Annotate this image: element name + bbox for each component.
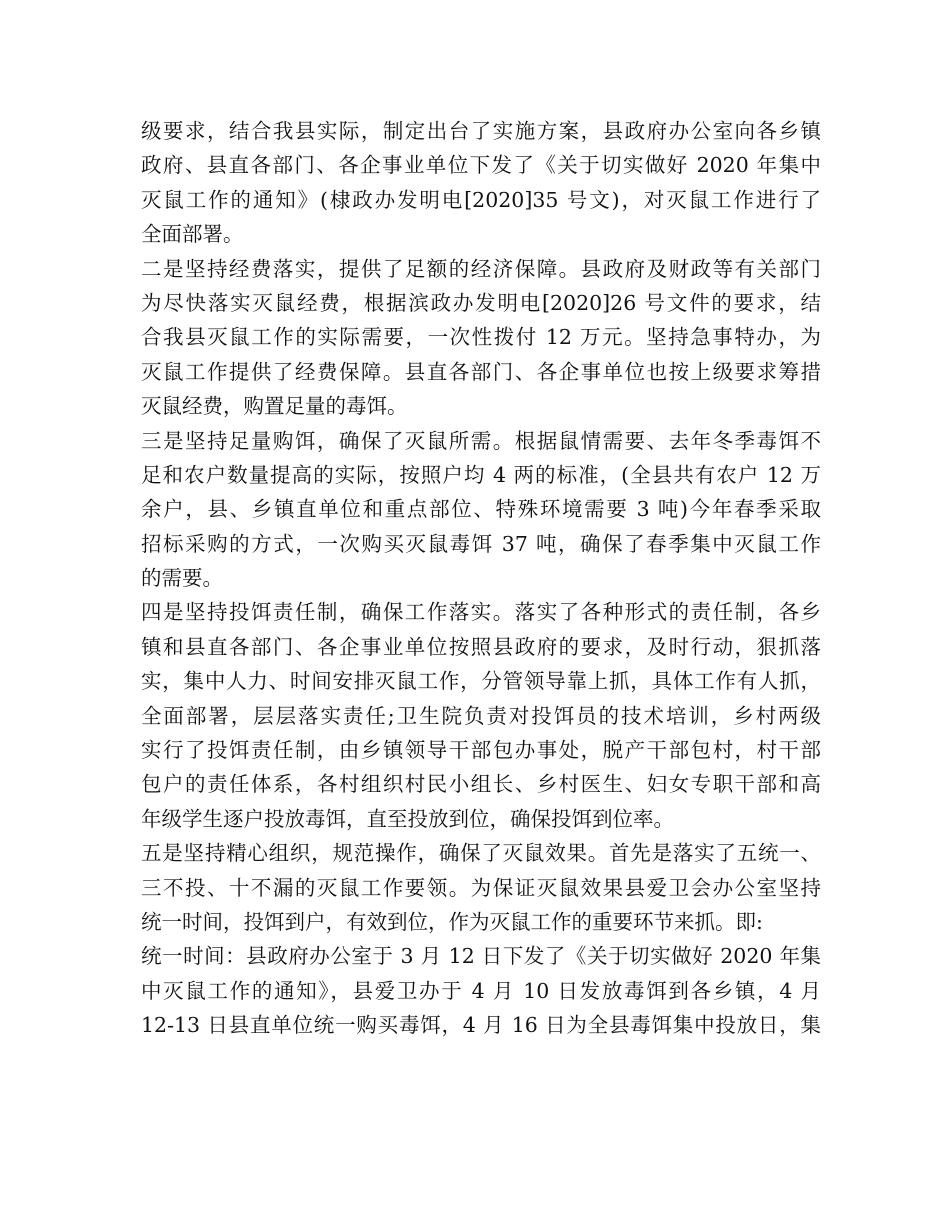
text-line: 三不投、十不漏的灭鼠工作要领。为保证灭鼠效果县爱卫会办公室坚持 [141,875,821,900]
text-line: 统一时间：县政府办公室于 3 月 12 日下发了《关于切实做好 2020 年集 [141,944,821,969]
text-line: 五是坚持精心组织，规范操作，确保了灭鼠效果。首先是落实了五统一、 [141,841,821,866]
document-body [141,114,821,1043]
text-line: 政府、县直各部门、各企事业单位下发了《关于切实做好 2020 年集中 [141,153,821,178]
text-line: 包户的责任体系，各村组织村民小组长、乡村医生、妇女专职干部和高 [141,772,821,797]
text-line: 实行了投饵责任制，由乡镇领导干部包办事处，脱产干部包村，村干部 [141,738,821,763]
text-line: 招标采购的方式，一次购买灭鼠毒饵 37 吨，确保了春季集中灭鼠工作 [141,531,821,556]
text-line: 灭鼠工作提供了经费保障。县直各部门、各企事单位也按上级要求筹措 [141,359,821,384]
text-line: 灭鼠经费，购置足量的毒饵。 [141,394,408,419]
text-line: 中灭鼠工作的通知》，县爱卫办于 4 月 10 日发放毒饵到各乡镇，4 月 [141,978,821,1003]
text-line: 统一时间，投饵到户，有效到位，作为灭鼠工作的重要环节来抓。即: [141,909,763,934]
text-line: 足和农户数量提高的实际，按照户均 4 两的标准，(全县共有农户 12 万 [141,462,821,487]
text-line: 二是坚持经费落实，提供了足额的经济保障。县政府及财政等有关部门 [141,256,821,281]
text-line: 的需要。 [141,566,223,591]
text-line: 四是坚持投饵责任制，确保工作落实。落实了各种形式的责任制，各乡 [141,600,821,625]
text-line: 级要求，结合我县实际，制定出台了实施方案，县政府办公室向各乡镇 [141,119,821,143]
text-line: 镇和县直各部门、各企事业单位按照县政府的要求，及时行动，狠抓落 [141,634,821,659]
text-line: 实，集中人力、时间安排灭鼠工作，分管领导靠上抓，具体工作有人抓， [141,669,821,694]
text-line: 三是坚持足量购饵，确保了灭鼠所需。根据鼠情需要、去年冬季毒饵不 [141,428,821,453]
text-line: 12-13 日县直单位统一购买毒饵，4 月 16 日为全县毒饵集中投放日，集 [141,1013,821,1038]
text-line: 全面部署。 [141,222,244,247]
text-line: 余户，县、乡镇直单位和重点部位、特殊环境需要 3 吨)今年春季采取 [141,497,821,522]
text-line: 灭鼠工作的通知》(棣政办发明电[2020]35 号文)，对灭鼠工作进行了 [141,187,821,212]
text-line: 全面部署，层层落实责任;卫生院负责对投饵员的技术培训，乡村两级 [141,703,821,728]
text-line: 年级学生逐户投放毒饵，直至投放到位，确保投饵到位率。 [141,806,674,831]
text-line: 合我县灭鼠工作的实际需要，一次性拨付 12 万元。坚持急事特办，为 [141,325,821,350]
text-line: 为尽快落实灭鼠经费，根据滨政办发明电[2020]26 号文件的要求，结 [141,290,821,315]
